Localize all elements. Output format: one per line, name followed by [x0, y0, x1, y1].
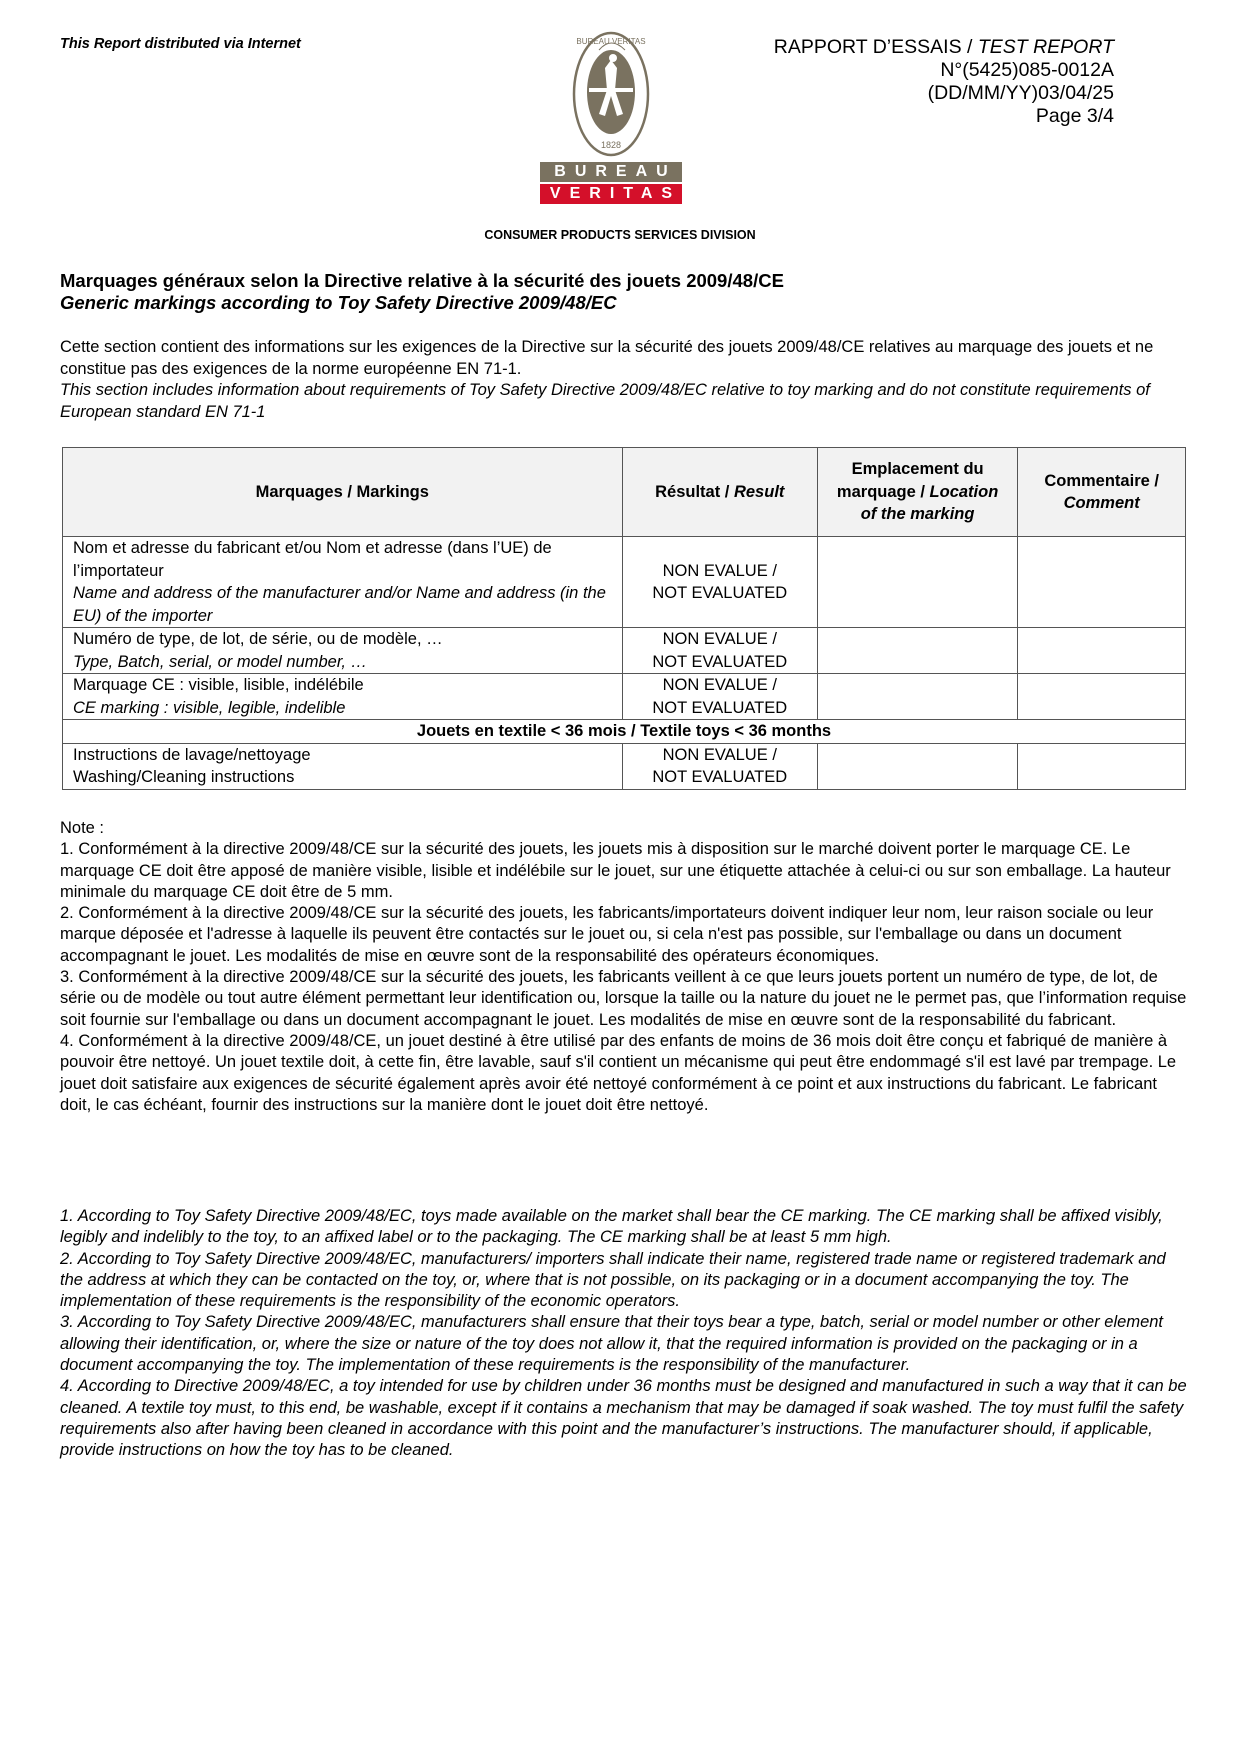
- result-cell: NON EVALUE / NOT EVALUATED: [622, 537, 817, 628]
- bureau-veritas-seal-icon: [571, 30, 651, 158]
- note-en-4: 4. According to Directive 2009/48/EC, a toy intended for use by children under 36 months must be designed and manufactured in such a way that it can be cleaned. A textile toy must, to this end, be washable, except if it contains a mechanism that may be damaged if soak washed. The toy must fulfil the safety requirements also after having been cleaned in accordance with this point and the manufacturer’s instructions. The manufacturer should, if applicable, provide instructions on how the toy has to be cleaned.: [60, 1377, 1187, 1460]
- textile-toys-subheader: Jouets en textile < 36 mois / Textile toys < 36 months: [63, 720, 1186, 744]
- note-fr-4: 4. Conformément à la directive 2009/48/CE, un jouet destiné à être utilisé par des enfants de moins de 36 mois doit être conçu et fabriqué de manière à pouvoir être nettoyé. Un jouet textile doit, à cette fin, être lavable, sauf s'il contient un mécanisme qui peut être endommagé s'il est lavé par trempage. Le jouet doit satisfaire aux exigences de sécurité également après avoir été nettoyé conformément à ce point et aux instructions du fabricant. Le fabricant doit, le cas échéant, fournir des instructions sur la manière dont le jouet doit être nettoyé.: [60, 1031, 1177, 1114]
- comment-cell: [1018, 537, 1186, 628]
- location-cell: [817, 628, 1017, 674]
- header-location: Emplacement du marquage / Location of the marking: [817, 448, 1017, 537]
- comment-cell: [1018, 743, 1186, 789]
- marking-cell: Numéro de type, de lot, de série, ou de modèle, … Type, Batch, serial, or model number, …: [63, 628, 623, 674]
- location-cell: [817, 537, 1017, 628]
- marking-cell: Marquage CE : visible, lisible, indélébile CE marking : visible, legible, indelible: [63, 674, 623, 720]
- bureau-veritas-logo: [540, 30, 682, 204]
- note-fr-3: 3. Conformément à la directive 2009/48/CE sur la sécurité des jouets, les fabricants veillent à ce que leurs jouets portent un numéro de type, de lot, de série ou de modèle ou tout autre élément permettant leur identification ou, lorsque la taille ou la nature du jouet ne le permet pas, que l’information requise soit fournie sur l'emballage ou dans un document accompagnant le jouet. Les modalités de mise en œuvre sont de la responsabilité du fabricant.: [60, 968, 1187, 1029]
- location-cell: [817, 674, 1017, 720]
- table-row: [63, 628, 1186, 674]
- distribution-notice: This Report distributed via Internet: [60, 36, 301, 52]
- comment-cell: [1018, 628, 1186, 674]
- location-cell: [817, 743, 1017, 789]
- markings-table: [62, 447, 1186, 790]
- section-title-fr: Marquages généraux selon la Directive relative à la sécurité des jouets 2009/48/CE: [60, 270, 784, 291]
- result-cell: NON EVALUE / NOT EVALUATED: [622, 628, 817, 674]
- notes-label: Note :: [60, 819, 105, 837]
- logo-bar-veritas: VERITAS: [540, 184, 682, 204]
- marking-cell: Instructions de lavage/nettoyage Washing/Cleaning instructions: [63, 743, 623, 789]
- report-number: N°(5425)085-0012A: [940, 59, 1114, 81]
- table-header-row: [63, 448, 1186, 537]
- note-en-2: 2. According to Toy Safety Directive 2009/48/EC, manufacturers/ importers shall indicate their name, registered trade name or registered trademark and the address at which they can be contacted on the toy, or, where that is not possible, on its packaging or in a document accompanying the toy. The implementation of these requirements is the responsibility of the economic operators.: [60, 1249, 1166, 1311]
- table-row: [63, 537, 1186, 628]
- section-intro: [60, 337, 1180, 423]
- report-header: [774, 36, 1114, 128]
- header-result: Résultat / Result: [622, 448, 817, 537]
- notes-fr: [60, 818, 1188, 1116]
- marking-cell: Nom et adresse du fabricant et/ou Nom et adresse (dans l’UE) de l’importateur Name and address of the manufacturer and/or Name and address (in the EU) of the importer: [63, 537, 623, 628]
- result-cell: NON EVALUE / NOT EVALUATED: [622, 674, 817, 720]
- svg-text:1828: 1828: [600, 140, 622, 150]
- logo-bar-bureau: BUREAU: [540, 162, 682, 182]
- note-en-1: 1. According to Toy Safety Directive 2009/48/EC, toys made available on the market shall bear the CE marking. The CE marking shall be affixed visibly, legibly and indelibly to the toy, to an affixed label or to the packaging. The CE marking shall be at least 5 mm high.: [60, 1207, 1163, 1247]
- intro-en: This section includes information about requirements of Toy Safety Directive 2009/48/EC relative to toy marking and do not constitute requirements of European standard EN 71-1: [60, 381, 1150, 421]
- intro-fr: Cette section contient des informations sur les exigences de la Directive sur la sécurité des jouets 2009/48/CE relatives au marquage des jouets et ne constitue pas des exigences de la norme européenne EN 71-1.: [60, 338, 1154, 378]
- report-title: RAPPORT D’ESSAIS / TEST REPORT: [773, 36, 1114, 58]
- seal-text: BUREAU VERITAS: [576, 37, 646, 46]
- header-markings: Marquages / Markings: [63, 448, 623, 537]
- result-cell: NON EVALUE / NOT EVALUATED: [622, 743, 817, 789]
- section-title-en: Generic markings according to Toy Safety Directive 2009/48/EC: [60, 292, 617, 313]
- division-name: CONSUMER PRODUCTS SERVICES DIVISION: [484, 228, 756, 242]
- note-fr-1: 1. Conformément à la directive 2009/48/CE sur la sécurité des jouets, les jouets mis à disposition sur le marché doivent porter le marquage CE. Le marquage CE doit être apposé de manière visible, lisible et indélébile sur le jouet, sur une étiquette attachée à celui-ci ou sur son emballage. La hauteur minimale du marquage CE doit être de 5 mm.: [60, 840, 1171, 901]
- notes-en: [60, 1206, 1188, 1462]
- table-row: [63, 674, 1186, 720]
- table-row: [63, 743, 1186, 789]
- table-subheader-row: [63, 720, 1186, 744]
- page-number: Page 3/4: [1035, 105, 1114, 127]
- note-fr-2: 2. Conformément à la directive 2009/48/CE sur la sécurité des jouets, les fabricants/importateurs doivent indiquer leur nom, leur raison sociale ou leur marque déposée et l'adresse à laquelle ils peuvent être contactés sur le jouet ou, si cela n'est pas possible, sur l'emballage ou dans un document accompagnant le jouet. Les modalités de mise en œuvre sont de la responsabilité des opérateurs économiques.: [60, 904, 1154, 965]
- note-en-3: 3. According to Toy Safety Directive 2009/48/EC, manufacturers shall ensure that their toys bear a type, batch, serial or model number or other element allowing their identification, or, where the size or nature of the toy does not allow it, that the required information is provided on the packaging or in a document accompanying the toy. The implementation of these requirements is the responsibility of the manufacturer.: [60, 1313, 1164, 1375]
- report-date: (DD/MM/YY)03/04/25: [927, 82, 1114, 104]
- comment-cell: [1018, 674, 1186, 720]
- header-comment: Commentaire / Comment: [1018, 448, 1186, 537]
